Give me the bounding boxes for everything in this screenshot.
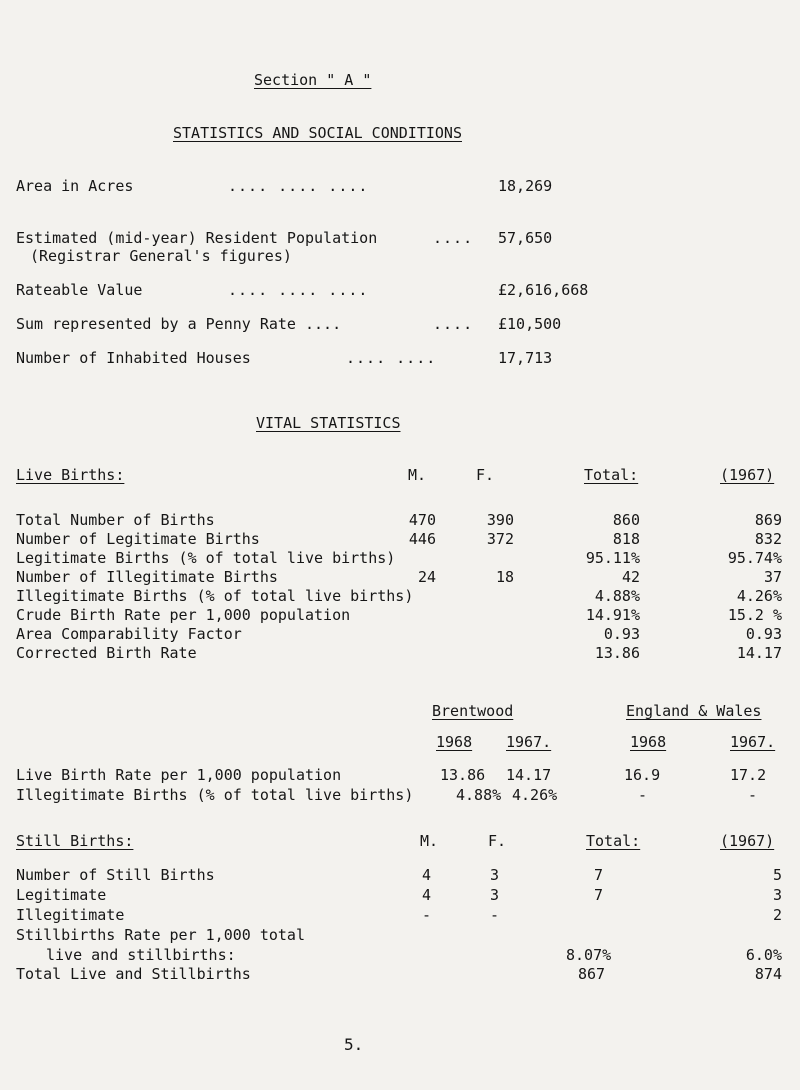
stats-title: STATISTICS AND SOCIAL CONDITIONS (173, 124, 462, 142)
brentwood-heading: Brentwood (432, 702, 514, 720)
live-births-col-f: F. (476, 466, 495, 484)
rateable-value: £2,616,668 (498, 281, 589, 299)
live-births-col-1967: (1967) (720, 466, 775, 484)
penny-rate-dots: .... (433, 315, 474, 333)
row-male: - (422, 906, 432, 924)
row-label: Legitimate (16, 886, 107, 904)
comparison-row1-england-1967: 17.2 (730, 766, 767, 784)
comparison-row2-brentwood-1967: 4.26% (512, 786, 558, 804)
population-value: 57,650 (498, 229, 553, 247)
row-label: Area Comparability Factor (16, 625, 242, 643)
row-total: 818 (612, 530, 640, 548)
row-male: 446 (408, 530, 436, 548)
row-total: 42 (621, 568, 640, 586)
houses-value: 17,713 (498, 349, 553, 367)
row-female: 372 (486, 530, 514, 548)
brentwood-1967: 1967. (506, 733, 552, 751)
row-female: 3 (490, 886, 500, 904)
comparison-row2-label: Illegitimate Births (% of total live births) (16, 786, 414, 804)
still-births-col-1967: (1967) (720, 832, 775, 850)
penny-rate-value: £10,500 (498, 315, 562, 333)
comparison-row1-label: Live Birth Rate per 1,000 population (16, 766, 342, 784)
stillbirth-rate-total: 8.07% (566, 946, 612, 964)
row-female: 18 (495, 568, 514, 586)
row-label: Illegitimate (16, 906, 125, 924)
comparison-row2-england-1968: - (638, 786, 648, 804)
row-1967: 869 (754, 511, 782, 529)
row-male: 24 (417, 568, 436, 586)
row-total: 7 (594, 866, 604, 884)
population-label: Estimated (mid-year) Resident Population (16, 229, 378, 247)
comparison-row2-brentwood-1968: 4.88% (456, 786, 502, 804)
row-label: Legitimate Births (% of total live births) (16, 549, 396, 567)
still-births-col-total: Total: (586, 832, 641, 850)
row-male: 4 (422, 886, 432, 904)
row-total: 7 (594, 886, 604, 904)
still-births-heading: Still Births: (16, 832, 134, 850)
penny-rate-label: Sum represented by a Penny Rate .... (16, 315, 342, 333)
row-female: 390 (486, 511, 514, 529)
england-1968: 1968 (630, 733, 667, 751)
row-1967: 37 (763, 568, 782, 586)
row-label: Corrected Birth Rate (16, 644, 197, 662)
area-label: Area in Acres (16, 177, 134, 195)
row-1967: 3 (772, 886, 782, 904)
row-female: 3 (490, 866, 500, 884)
row-male: 4 (422, 866, 432, 884)
row-label: Crude Birth Rate per 1,000 population (16, 606, 351, 624)
stillbirth-rate-1967: 6.0% (745, 946, 782, 964)
row-1967: 15.2 % (727, 606, 782, 624)
rateable-dots: .... .... .... (228, 281, 369, 299)
live-births-col-total: Total: (584, 466, 639, 484)
houses-dots: .... .... (346, 349, 437, 367)
total-live-stillbirths-label: Total Live and Stillbirths (16, 965, 251, 983)
total-live-stillbirths-1967: 874 (754, 965, 782, 983)
england-wales-heading: England & Wales (626, 702, 762, 720)
comparison-row1-england-1968: 16.9 (624, 766, 661, 784)
row-label: Number of Legitimate Births (16, 530, 260, 548)
row-1967: 4.26% (736, 587, 782, 605)
row-label: Total Number of Births (16, 511, 215, 529)
row-1967: 95.74% (727, 549, 782, 567)
page-number: 5. (344, 1035, 364, 1054)
stillbirth-rate-label: Stillbirths Rate per 1,000 total (16, 926, 305, 944)
area-value: 18,269 (498, 177, 553, 195)
row-total: 0.93 (603, 625, 640, 643)
section-title: Section " A " (254, 71, 372, 89)
vital-statistics-title: VITAL STATISTICS (256, 414, 401, 432)
population-dots: .... (433, 229, 474, 247)
row-total: 13.86 (594, 644, 640, 662)
row-1967: 5 (772, 866, 782, 884)
population-sublabel: (Registrar General's figures) (30, 247, 292, 265)
stillbirth-rate-label-2: live and stillbirths: (46, 946, 236, 964)
row-male: 470 (408, 511, 436, 529)
row-1967: 14.17 (736, 644, 782, 662)
total-live-stillbirths-total: 867 (578, 965, 606, 983)
row-1967: 2 (772, 906, 782, 924)
row-1967: 832 (754, 530, 782, 548)
row-1967: 0.93 (745, 625, 782, 643)
row-total: 14.91% (585, 606, 640, 624)
row-total: 95.11% (585, 549, 640, 567)
comparison-row1-brentwood-1967: 14.17 (506, 766, 552, 784)
still-births-col-f: F. (488, 832, 507, 850)
row-total: 860 (612, 511, 640, 529)
row-female: - (490, 906, 500, 924)
comparison-row1-brentwood-1968: 13.86 (440, 766, 486, 784)
row-label: Number of Still Births (16, 866, 215, 884)
houses-label: Number of Inhabited Houses (16, 349, 251, 367)
area-dots: .... .... .... (228, 177, 369, 195)
brentwood-1968: 1968 (436, 733, 473, 751)
live-births-heading: Live Births: (16, 466, 125, 484)
row-total: 4.88% (594, 587, 640, 605)
still-births-col-m: M. (420, 832, 439, 850)
comparison-row2-england-1967: - (748, 786, 758, 804)
row-label: Number of Illegitimate Births (16, 568, 278, 586)
rateable-label: Rateable Value (16, 281, 143, 299)
england-1967: 1967. (730, 733, 776, 751)
row-label: Illegitimate Births (% of total live births) (16, 587, 414, 605)
live-births-col-m: M. (408, 466, 427, 484)
